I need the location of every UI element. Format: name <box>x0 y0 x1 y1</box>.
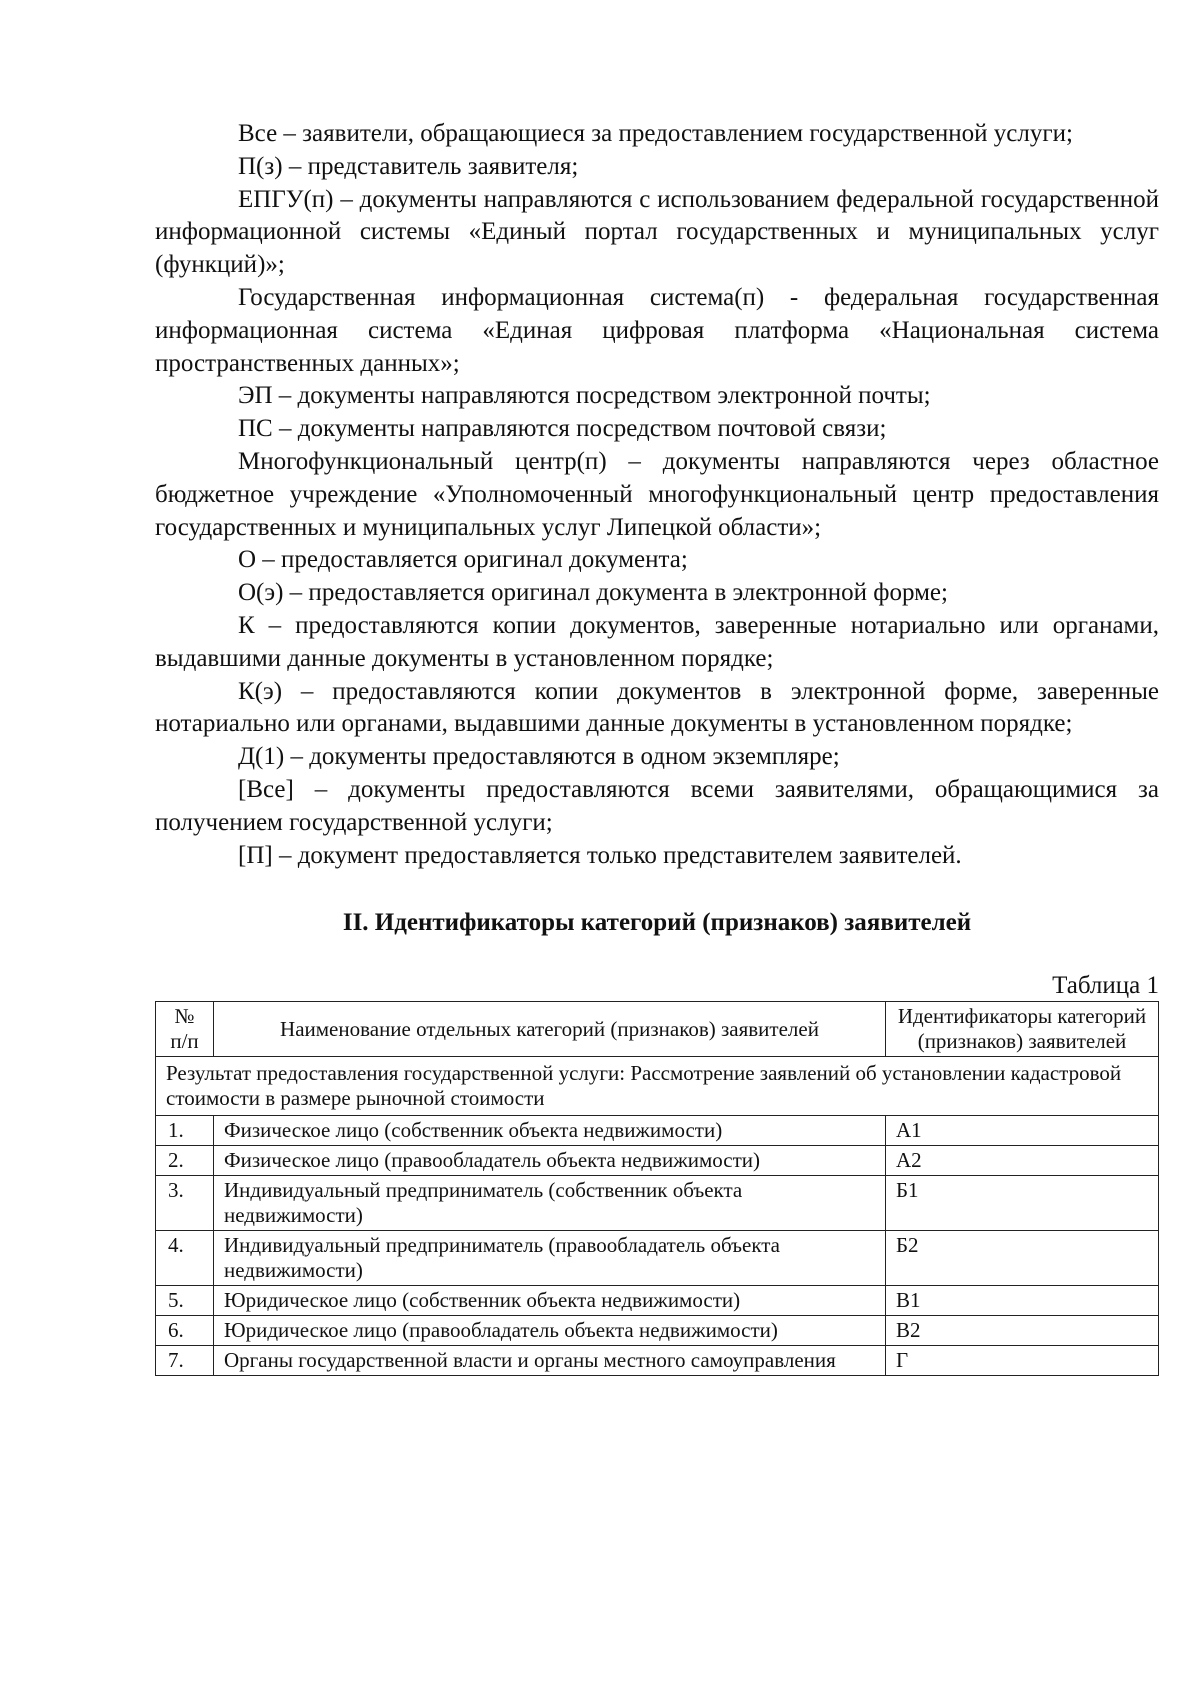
definition-single-copy: Д(1) – документы предоставляются в одном экземпляре; <box>238 743 840 771</box>
document-page <box>155 118 1159 1376</box>
definition-post: ПС – документы направляются посредством почтовой связи; <box>238 415 887 443</box>
row-num: 3. <box>156 1176 214 1231</box>
definition-representative-only: [П] – документ предоставляется только представителем заявителей. <box>238 841 962 869</box>
section-heading: II. Идентификаторы категорий (признаков) заявителей <box>342 909 972 937</box>
table-row <box>156 1116 1159 1146</box>
definition-original: О – предоставляется оригинал документа; <box>238 546 688 574</box>
table-row <box>156 1146 1159 1176</box>
row-name: Индивидуальный предприниматель (правообладатель объекта недвижимости) <box>214 1231 886 1286</box>
row-num: 4. <box>156 1231 214 1286</box>
definition-all: Все – заявители, обращающиеся за предоставлением государственной услуги; <box>238 120 1073 147</box>
definition-email: ЭП – документы направляются посредством электронной почты; <box>238 382 931 410</box>
row-num: 5. <box>156 1286 214 1316</box>
row-id: В1 <box>886 1286 1159 1316</box>
table-header-row <box>156 1002 1159 1057</box>
row-id: Б1 <box>886 1176 1159 1231</box>
row-id: А2 <box>886 1146 1159 1176</box>
row-name: Индивидуальный предприниматель (собственник объекта недвижимости) <box>214 1176 886 1231</box>
row-name: Органы государственной власти и органы местного самоуправления <box>214 1346 886 1376</box>
header-id: Идентификаторы категорий (признаков) заявителей <box>886 1002 1159 1057</box>
row-id: Г <box>886 1346 1159 1376</box>
header-num: № п/п <box>156 1002 214 1057</box>
row-id: В2 <box>886 1316 1159 1346</box>
row-name: Физическое лицо (собственник объекта недвижимости) <box>214 1116 886 1146</box>
definition-all-applicants: [Все] – документы предоставляются всеми заявителями, обращающимися за получением государственной услуги; <box>155 775 1159 836</box>
definition-gis: Государственная информационная система(п) - федеральная государственная информационная система «Единая цифровая платформа «Национальная система пространственных данных»; <box>155 283 1159 377</box>
row-name: Физическое лицо (правообладатель объекта недвижимости) <box>214 1146 886 1176</box>
row-num: 1. <box>156 1116 214 1146</box>
definitions-list <box>155 118 1159 872</box>
row-name: Юридическое лицо (собственник объекта недвижимости) <box>214 1286 886 1316</box>
table-row <box>156 1231 1159 1286</box>
row-num: 6. <box>156 1316 214 1346</box>
row-num: 2. <box>156 1146 214 1176</box>
table-section-row <box>156 1057 1159 1116</box>
table-row <box>156 1346 1159 1376</box>
definition-representative: П(з) – представитель заявителя; <box>238 152 579 180</box>
section-row-text: Результат предоставления государственной услуги: Рассмотрение заявлений об установлении кадастровой стоимости в размере рыночной стоимости <box>156 1057 1159 1116</box>
row-name: Юридическое лицо (правообладатель объекта недвижимости) <box>214 1316 886 1346</box>
definition-epgu: ЕПГУ(п) – документы направляются с использованием федеральной государственной информационной системы «Единый портал государственных и муниципальных услуг (функций)»; <box>155 185 1159 279</box>
table-row <box>156 1316 1159 1346</box>
row-id: Б2 <box>886 1231 1159 1286</box>
definition-copies: К – предоставляются копии документов, заверенные нотариально или органами, выдавшими данные документы в установленном порядке; <box>155 611 1159 672</box>
table-row <box>156 1286 1159 1316</box>
definition-mfc: Многофункциональный центр(п) – документы направляются через областное бюджетное учреждение «Уполномоченный многофункциональный центр предоставления государственных и муниципальных услуг Липецкой области»; <box>155 447 1159 541</box>
definition-original-electronic: О(э) – предоставляется оригинал документа в электронной форме; <box>238 579 948 607</box>
table-caption: Таблица 1 <box>1052 972 1159 1000</box>
row-id: А1 <box>886 1116 1159 1146</box>
row-num: 7. <box>156 1346 214 1376</box>
applicant-categories-table <box>155 1001 1159 1376</box>
header-name: Наименование отдельных категорий (признаков) заявителей <box>214 1002 886 1057</box>
definition-copies-electronic: К(э) – предоставляются копии документов в электронной форме, заверенные нотариально или органами, выдавшими данные документы в установленном порядке; <box>155 677 1159 738</box>
table-row <box>156 1176 1159 1231</box>
